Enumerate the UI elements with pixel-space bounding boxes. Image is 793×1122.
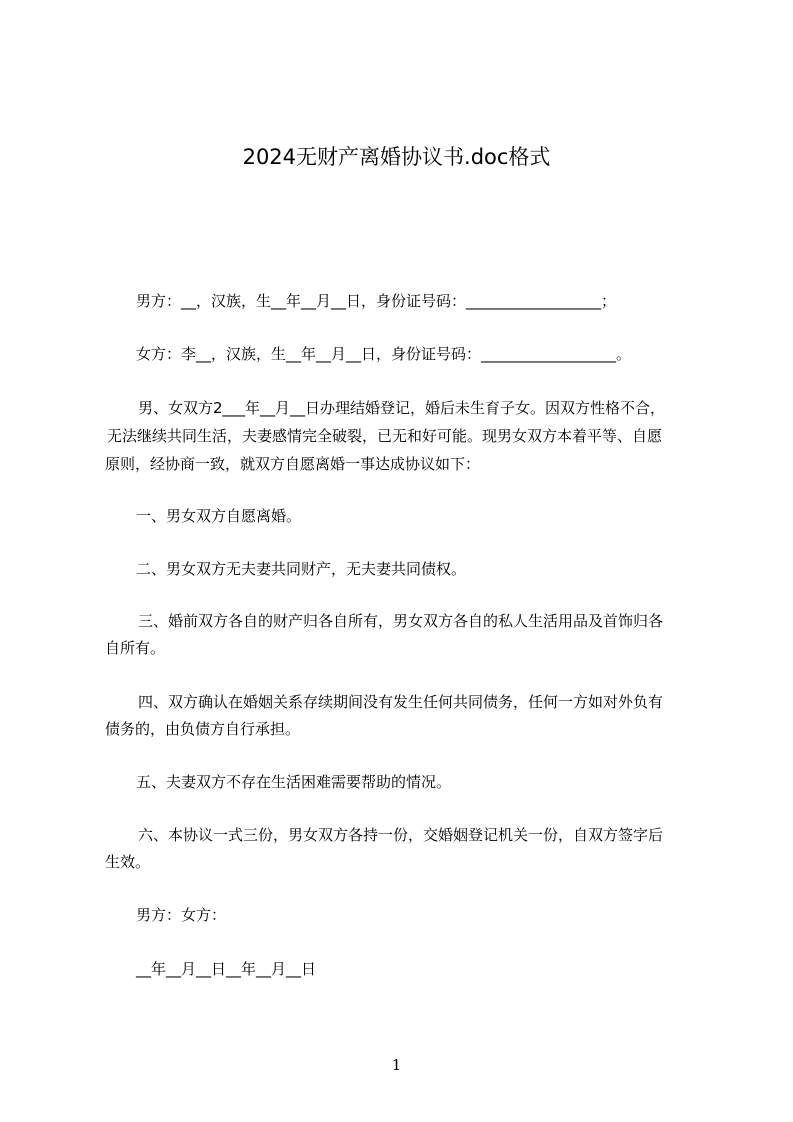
clause-4-line-2: 债务的，由负债方自行承担。 bbox=[105, 720, 301, 738]
clause-4-line-1: 四、双方确认在婚姻关系存续期间没有发生任何共同债务，任何一方如对外负有 bbox=[138, 693, 664, 711]
clause-6-line-1: 六、本协议一式三份，男女双方各持一份，交婚姻登记机关一份，自双方签字后 bbox=[138, 826, 664, 844]
clause-3-line-2: 自所有。 bbox=[105, 639, 166, 657]
intro-line-1: 男、女双方2___年__月__日办理结婚登记，婚后未生育子女。因双方性格不合， bbox=[138, 399, 666, 417]
clause-1: 一、男女双方自愿离婚。 bbox=[136, 507, 302, 525]
male-party-info: 男方：__，汉族，生__年__月__日，身份证号码：__________________； bbox=[136, 292, 617, 310]
date-line: __年__月__日__年__月__日 bbox=[136, 960, 317, 978]
intro-line-2: 无法继续共同生活，夫妻感情完全破裂，已无和好可能。现男女双方本着平等、自愿 bbox=[107, 427, 663, 445]
clause-6-line-2: 生效。 bbox=[105, 853, 151, 871]
document-title: 2024无财产离婚协议书.doc格式 bbox=[242, 145, 551, 169]
page-number: 1 bbox=[391, 1056, 402, 1074]
clause-2: 二、男女双方无夫妻共同财产，无夫妻共同债权。 bbox=[136, 560, 467, 578]
clause-3-line-1: 三、婚前双方各自的财产归各自所有，男女双方各自的私人生活用品及首饰归各 bbox=[138, 612, 664, 630]
female-party-info: 女方：李__，汉族，生__年__月__日，身份证号码：__________________。 bbox=[136, 345, 632, 363]
signature-line: 男方：女方： bbox=[136, 906, 227, 924]
intro-line-3: 原则，经协商一致，就双方自愿离婚一事达成协议如下： bbox=[105, 455, 481, 473]
clause-5: 五、夫妻双方不存在生活困难需要帮助的情况。 bbox=[136, 773, 452, 791]
